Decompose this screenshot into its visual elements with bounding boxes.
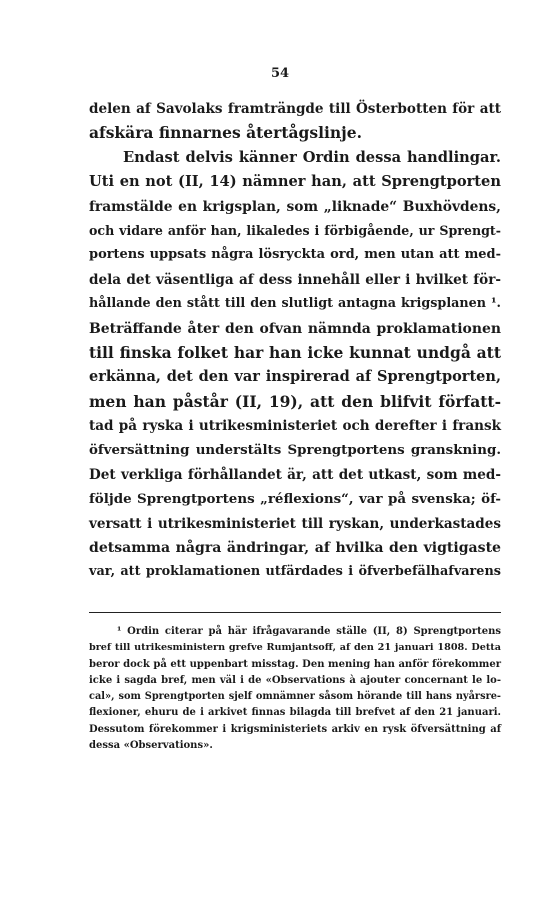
body-text: [89, 97, 501, 585]
footnote-line: Dessutom förekommer i krigsministeriets arkiv en rysk öfversättning af: [89, 723, 501, 735]
body-line: portens uppsats några lösryckta ord, men utan att med-: [89, 247, 501, 263]
footnote-line: beror dock på ett uppenbart misstag. Den mening han anför förekommer: [89, 658, 501, 670]
body-line: följde Sprengtportens „réflexions“, var på svenska; öf-: [89, 491, 501, 508]
body-line: tad på ryska i utrikesministeriet och derefter i fransk: [89, 418, 501, 435]
body-line: versatt i utrikesministeriet till ryskan, underkastades: [89, 515, 501, 532]
body-line: Endast delvis känner Ordin dessa handlingar.: [123, 148, 501, 166]
body-line: Beträffande åter den ofvan nämnda proklamationen: [89, 320, 501, 337]
footnotes: [89, 624, 501, 754]
body-line: detsamma några ändringar, af hvilka den vigtigaste: [89, 540, 501, 557]
body-line: var, att proklamationen utfärdades i öfverbefälhafvarens: [89, 564, 501, 580]
body-line: delen af Savolaks framträngde till Österbotten för att: [89, 101, 501, 117]
body-line: hållande den stått till den slutligt antagna krigsplanen ¹.: [89, 296, 501, 312]
body-line: och vidare anför han, likaledes i förbigående, ur Sprengt-: [89, 222, 501, 238]
footnote-line: bref till utrikesministern grefve Rumjantsoff, af den 21 januari 1808. Detta: [89, 642, 501, 654]
body-line: framstälde en krigsplan, som „liknade“ Buxhövdens,: [89, 198, 501, 215]
footnote-line: dessa «Observations».: [89, 740, 213, 752]
page-number: 54: [270, 66, 290, 81]
footnote-divider: [89, 612, 501, 613]
body-line: afskära finnarnes återtågslinje.: [89, 123, 363, 143]
footnote-line: flexioner, ehuru de i arkivet finnas bilagda till brefvet af den 21 januari.: [89, 707, 501, 719]
body-line: Det verkliga förhållandet är, att det utkast, som med-: [89, 466, 501, 483]
footnote-line: icke i sagda bref, men väl i de «Observations à ajouter concernant le lo-: [89, 674, 501, 686]
body-line: dela det väsentliga af dess innehåll eller i hvilket för-: [89, 271, 501, 288]
body-line: Uti en not (II, 14) nämner han, att Sprengtporten: [89, 173, 501, 191]
body-line: öfversättning understälts Sprengtportens granskning.: [89, 442, 501, 459]
body-line: men han påstår (II, 19), att den blifvit författ-: [89, 391, 501, 411]
body-line: erkänna, det den var inspirerad af Sprengtporten,: [89, 368, 501, 386]
footnote-line: ¹ Ordin citerar på här ifrågavarande ställe (II, 8) Sprengtportens: [117, 626, 501, 637]
footnote-line: cal», som Sprengtporten sjelf omnämner såsom hörande till hans nyårsre-: [89, 691, 501, 703]
body-line: till finska folket har han icke kunnat undgå att: [89, 342, 501, 362]
